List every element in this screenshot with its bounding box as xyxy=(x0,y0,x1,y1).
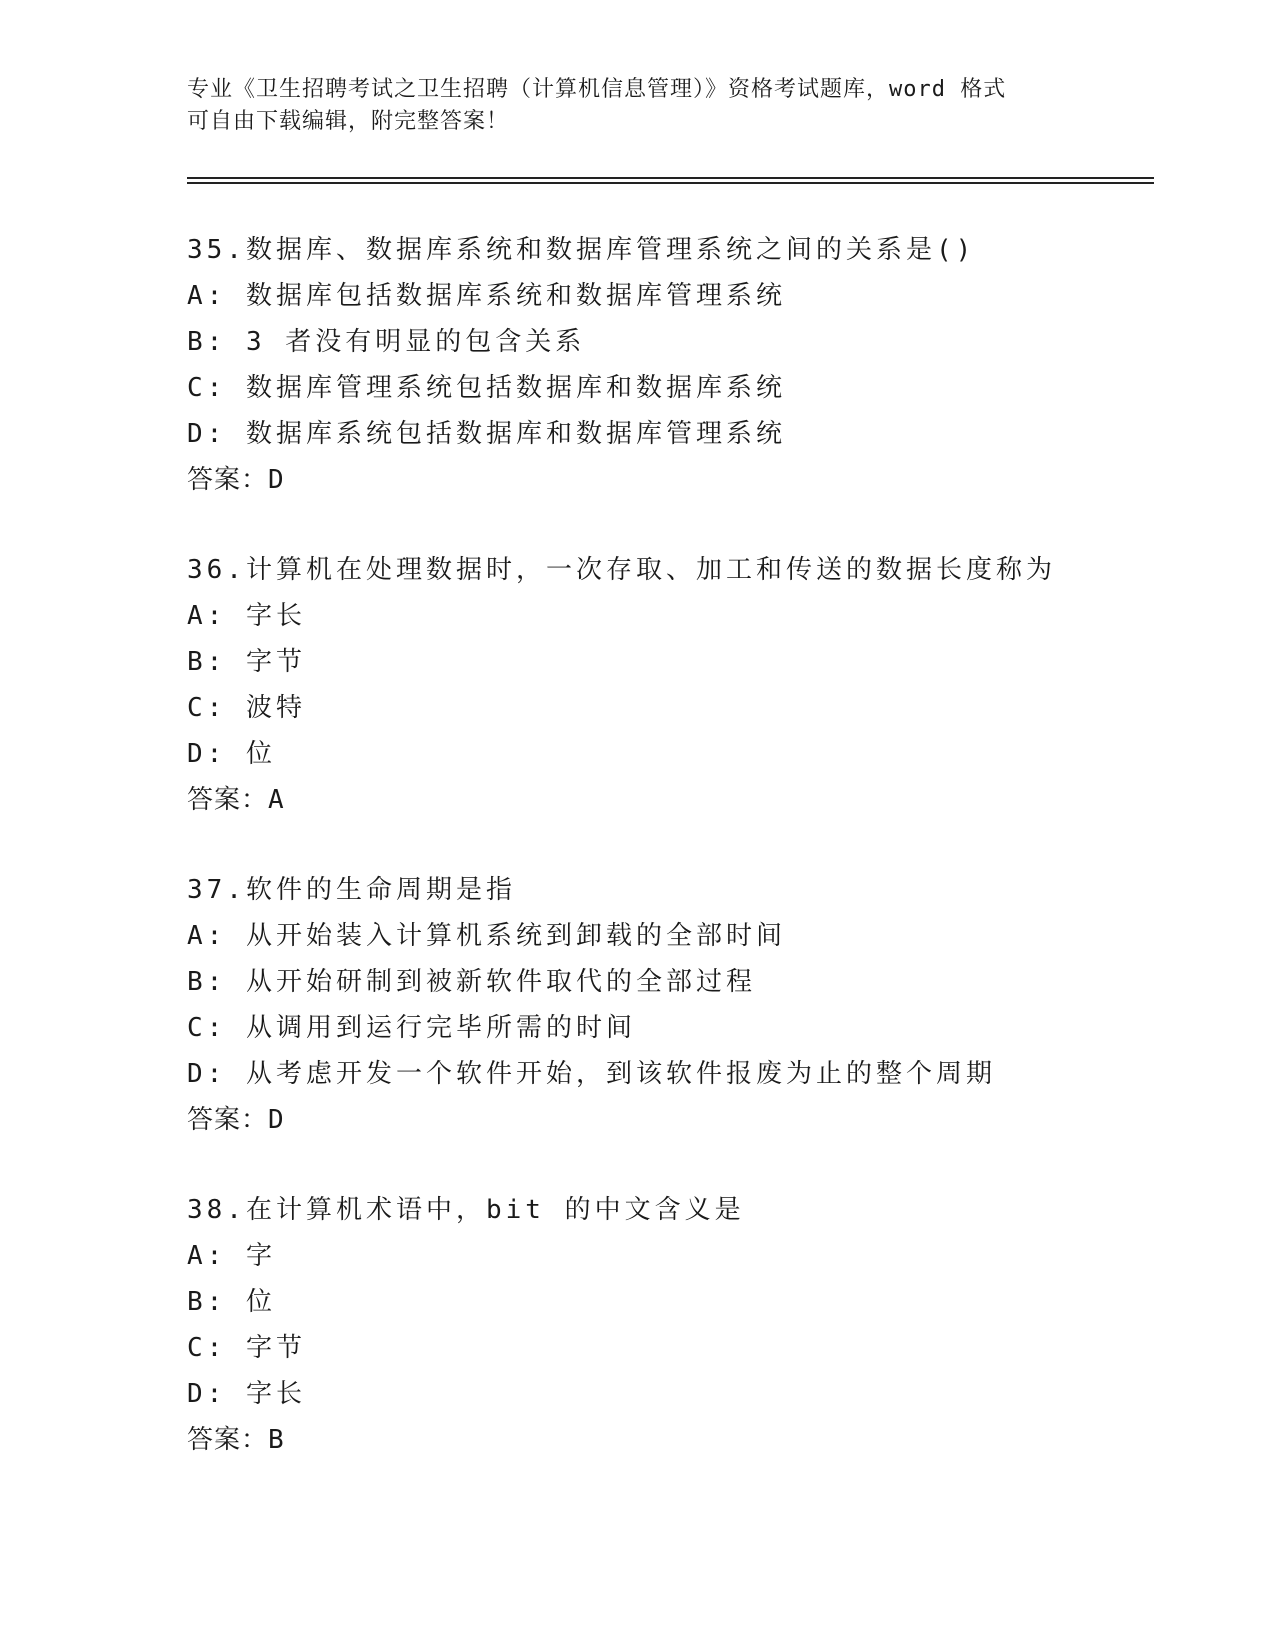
option-c: C: 从调用到运行完毕所需的时间 xyxy=(187,1013,636,1043)
option-c: C: 波特 xyxy=(187,693,306,723)
option-b: B: 位 xyxy=(187,1287,276,1317)
option-d: D: 字长 xyxy=(187,1379,306,1409)
question-stem: 38.在计算机术语中，bit 的中文含义是 xyxy=(187,1195,745,1225)
header-line-1: 专业《卫生招聘考试之卫生招聘（计算机信息管理）》资格考试题库，word 格式 xyxy=(187,77,1007,102)
answer-label: 答案： xyxy=(187,1425,269,1455)
option-a: A: 从开始装入计算机系统到卸载的全部时间 xyxy=(187,921,786,951)
answer-value: B xyxy=(268,1425,285,1455)
answer-label: 答案： xyxy=(187,465,269,495)
question-stem: 37.软件的生命周期是指 xyxy=(187,875,516,905)
answer-line xyxy=(187,457,1147,503)
answer-line xyxy=(187,1097,1147,1143)
answer-label: 答案： xyxy=(187,785,269,815)
option-a: A: 数据库包括数据库系统和数据库管理系统 xyxy=(187,281,786,311)
question-stem: 35.数据库、数据库系统和数据库管理系统之间的关系是() xyxy=(187,235,976,265)
option-d: D: 位 xyxy=(187,739,276,769)
header-divider-top xyxy=(187,177,1154,179)
question-stem: 36.计算机在处理数据时，一次存取、加工和传送的数据长度称为 xyxy=(187,555,1056,585)
option-d: D: 数据库系统包括数据库和数据库管理系统 xyxy=(187,419,786,449)
answer-line xyxy=(187,777,1147,823)
answer-value: D xyxy=(268,1105,285,1135)
question-block-37 xyxy=(187,867,1147,1143)
option-c: C: 数据库管理系统包括数据库和数据库系统 xyxy=(187,373,786,403)
option-a: A: 字长 xyxy=(187,601,306,631)
option-d: D: 从考虑开发一个软件开始，到该软件报废为止的整个周期 xyxy=(187,1059,996,1089)
header-divider-bottom xyxy=(187,182,1154,184)
option-b: B: 从开始研制到被新软件取代的全部过程 xyxy=(187,967,756,997)
answer-label: 答案： xyxy=(187,1105,269,1135)
answer-value: A xyxy=(268,785,285,815)
question-block-35 xyxy=(187,227,1147,503)
question-block-36 xyxy=(187,547,1147,823)
answer-line xyxy=(187,1417,1147,1463)
option-b: B: 3 者没有明显的包含关系 xyxy=(187,327,586,357)
question-block-38 xyxy=(187,1187,1147,1463)
header-line-2: 可自由下载编辑，附完整答案！ xyxy=(187,109,510,134)
option-a: A: 字 xyxy=(187,1241,276,1271)
answer-value: D xyxy=(268,465,285,495)
document-header xyxy=(187,74,1087,138)
option-b: B: 字节 xyxy=(187,647,306,677)
option-c: C: 字节 xyxy=(187,1333,306,1363)
